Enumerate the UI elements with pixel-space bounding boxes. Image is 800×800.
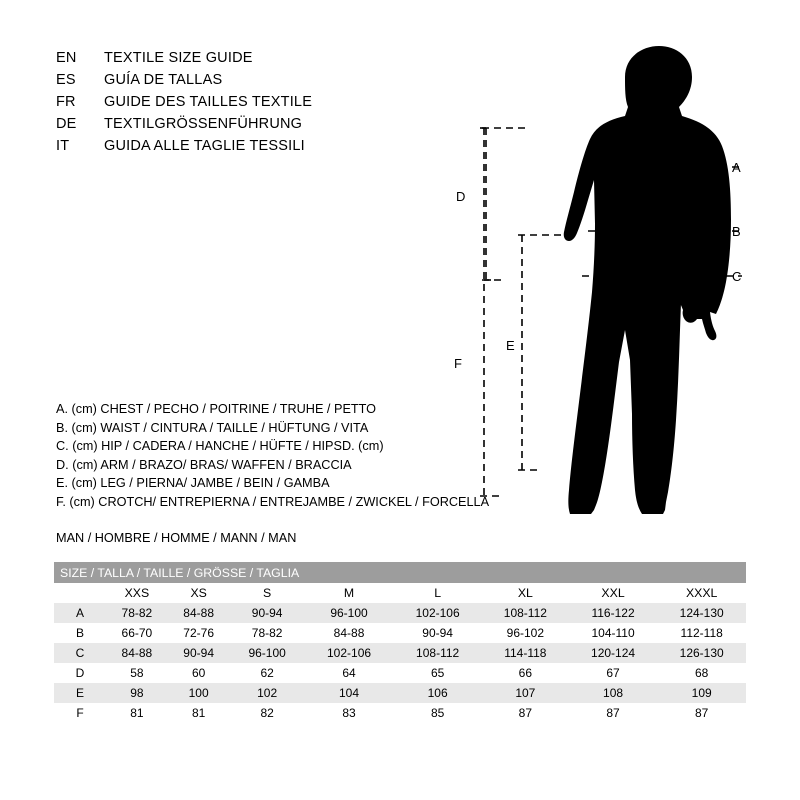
table-header-s: S bbox=[230, 583, 305, 603]
language-text-en: TEXTILE SIZE GUIDE bbox=[104, 50, 253, 66]
language-row-de bbox=[56, 116, 386, 138]
cell-a-m: 96-100 bbox=[305, 603, 394, 623]
table-row-label-a: A bbox=[54, 603, 106, 623]
language-code-es: ES bbox=[56, 72, 76, 88]
cell-d-m: 64 bbox=[305, 663, 394, 683]
table-row-label-c: C bbox=[54, 643, 106, 663]
cell-e-xxs: 98 bbox=[106, 683, 168, 703]
table-row bbox=[54, 643, 746, 663]
cell-b-m: 84-88 bbox=[305, 623, 394, 643]
cell-a-xl: 108-112 bbox=[482, 603, 569, 623]
body-figure-diagram bbox=[420, 30, 780, 550]
size-table-wrapper bbox=[54, 562, 746, 723]
man-silhouette bbox=[564, 46, 731, 514]
language-text-de: TEXTILGRÖSSENFÜHRUNG bbox=[104, 116, 303, 132]
cell-f-m: 83 bbox=[305, 703, 394, 723]
language-title-block bbox=[56, 50, 386, 160]
cell-f-xs: 81 bbox=[168, 703, 230, 723]
cell-b-xl: 96-102 bbox=[482, 623, 569, 643]
legend-item-a: A. (cm) CHEST / PECHO / POITRINE / TRUHE / PETTO bbox=[56, 402, 377, 416]
language-row-it bbox=[56, 138, 386, 160]
cell-b-xxxl: 112-118 bbox=[657, 623, 746, 643]
table-row bbox=[54, 703, 746, 723]
guide-bracket-d bbox=[482, 128, 530, 280]
legend-item-b: B. (cm) WAIST / CINTURA / TAILLE / HÜFTUNG / VITA bbox=[56, 420, 369, 435]
cell-b-xxl: 104-110 bbox=[569, 623, 658, 643]
cell-f-s: 82 bbox=[230, 703, 305, 723]
table-header-row bbox=[54, 583, 746, 603]
dim-label-f: F bbox=[454, 356, 462, 371]
table-row-label-e: E bbox=[54, 683, 106, 703]
table-row-label-b: B bbox=[54, 623, 106, 643]
cell-e-xl: 107 bbox=[482, 683, 569, 703]
language-code-de: DE bbox=[56, 116, 77, 132]
table-header-blank bbox=[54, 583, 106, 603]
language-row-es bbox=[56, 72, 386, 94]
dim-label-a: A bbox=[732, 160, 741, 175]
legend-item-e: E. (cm) LEG / PIERNA/ JAMBE / BEIN / GAMBA bbox=[56, 476, 330, 490]
cell-c-l: 108-112 bbox=[393, 643, 482, 663]
cell-a-xxxl: 124-130 bbox=[657, 603, 746, 623]
cell-a-l: 102-106 bbox=[393, 603, 482, 623]
cell-b-xs: 72-76 bbox=[168, 623, 230, 643]
table-band-title: SIZE / TALLA / TAILLE / GRÖSSE / TAGLIA bbox=[54, 562, 746, 583]
table-row-label-f: F bbox=[54, 703, 106, 723]
cell-c-m: 102-106 bbox=[305, 643, 394, 663]
cell-d-xxl: 67 bbox=[569, 663, 658, 683]
table-header-xxs: XXS bbox=[106, 583, 168, 603]
cell-f-xxs: 81 bbox=[106, 703, 168, 723]
cell-a-xs: 84-88 bbox=[168, 603, 230, 623]
language-code-it: IT bbox=[56, 138, 70, 154]
cell-e-l: 106 bbox=[393, 683, 482, 703]
cell-d-l: 65 bbox=[393, 663, 482, 683]
cell-b-s: 78-82 bbox=[230, 623, 305, 643]
language-text-it: GUIDA ALLE TAGLIE TESSILI bbox=[104, 138, 305, 154]
cell-c-xxxl: 126-130 bbox=[657, 643, 746, 663]
language-code-fr: FR bbox=[56, 94, 76, 110]
language-text-es: GUÍA DE TALLAS bbox=[104, 72, 223, 88]
language-row-en bbox=[56, 50, 386, 72]
cell-d-s: 62 bbox=[230, 663, 305, 683]
guide-bracket-f bbox=[480, 128, 504, 496]
language-code-en: EN bbox=[56, 50, 77, 66]
cell-e-s: 102 bbox=[230, 683, 305, 703]
table-header-xl: XL bbox=[482, 583, 569, 603]
cell-d-xxxl: 68 bbox=[657, 663, 746, 683]
cell-d-xl: 66 bbox=[482, 663, 569, 683]
dim-label-d: D bbox=[456, 189, 466, 204]
table-header-xxl: XXL bbox=[569, 583, 658, 603]
language-text-fr: GUIDE DES TAILLES TEXTILE bbox=[104, 94, 313, 110]
language-row-fr bbox=[56, 94, 386, 116]
cell-a-s: 90-94 bbox=[230, 603, 305, 623]
legend-item-d: D. (cm) ARM / BRAZO/ BRAS/ WAFFEN / BRACCIA bbox=[56, 457, 352, 472]
table-header-l: L bbox=[393, 583, 482, 603]
guide-bracket-e bbox=[518, 235, 564, 470]
cell-a-xxl: 116-122 bbox=[569, 603, 658, 623]
cell-d-xxs: 58 bbox=[106, 663, 168, 683]
cell-e-m: 104 bbox=[305, 683, 394, 703]
table-row-label-d: D bbox=[54, 663, 106, 683]
cell-e-xxxl: 109 bbox=[657, 683, 746, 703]
dim-label-c: C bbox=[732, 269, 742, 284]
cell-d-xs: 60 bbox=[168, 663, 230, 683]
cell-c-xl: 114-118 bbox=[482, 643, 569, 663]
table-row bbox=[54, 663, 746, 683]
size-table bbox=[54, 562, 746, 723]
cell-f-l: 85 bbox=[393, 703, 482, 723]
cell-f-xl: 87 bbox=[482, 703, 569, 723]
table-header-m: M bbox=[305, 583, 394, 603]
cell-f-xxxl: 87 bbox=[657, 703, 746, 723]
cell-a-xxs: 78-82 bbox=[106, 603, 168, 623]
gender-line: MAN / HOMBRE / HOMME / MANN / MAN bbox=[56, 531, 297, 545]
cell-c-xxs: 84-88 bbox=[106, 643, 168, 663]
table-row bbox=[54, 603, 746, 623]
table-header-xxxl: XXXL bbox=[657, 583, 746, 603]
cell-e-xs: 100 bbox=[168, 683, 230, 703]
cell-e-xxl: 108 bbox=[569, 683, 658, 703]
cell-c-xs: 90-94 bbox=[168, 643, 230, 663]
cell-b-xxs: 66-70 bbox=[106, 623, 168, 643]
table-row bbox=[54, 683, 746, 703]
cell-c-xxl: 120-124 bbox=[569, 643, 658, 663]
cell-f-xxl: 87 bbox=[569, 703, 658, 723]
table-band-title-row bbox=[54, 562, 746, 583]
cell-c-s: 96-100 bbox=[230, 643, 305, 663]
legend-item-f: F. (cm) CROTCH/ ENTREPIERNA / ENTREJAMBE / ZWICKEL / FORCELLA bbox=[56, 494, 490, 509]
dim-label-e: E bbox=[506, 338, 515, 353]
legend-item-c: C. (cm) HIP / CADERA / HANCHE / HÜFTE / HIPSD. (cm) bbox=[56, 439, 384, 453]
table-header-xs: XS bbox=[168, 583, 230, 603]
table-row bbox=[54, 623, 746, 643]
dim-label-b: B bbox=[732, 224, 741, 239]
cell-b-l: 90-94 bbox=[393, 623, 482, 643]
